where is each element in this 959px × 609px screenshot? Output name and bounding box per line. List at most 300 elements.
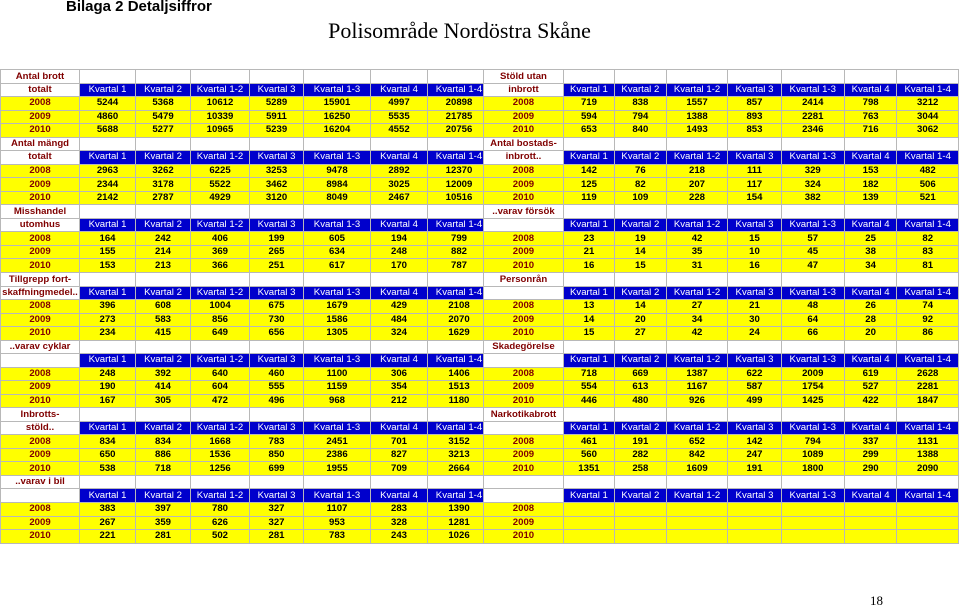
column-header: Kvartal 3 (250, 151, 304, 165)
value-cell: 650 (80, 448, 136, 462)
value-cell: 608 (136, 300, 191, 314)
category-label (484, 475, 564, 489)
value-cell: 827 (371, 448, 428, 462)
value-cell: 5244 (80, 97, 136, 111)
column-header: Kvartal 1 (563, 83, 614, 97)
spacer-cell (728, 340, 781, 354)
value-cell: 605 (304, 232, 371, 246)
spacer-cell (614, 408, 666, 422)
column-header: Kvartal 4 (371, 354, 428, 368)
value-cell: 305 (136, 394, 191, 408)
spacer-cell (428, 137, 491, 151)
column-header: Kvartal 4 (371, 489, 428, 503)
value-cell: 3152 (428, 435, 491, 449)
column-header: Kvartal 1-2 (666, 489, 728, 503)
value-cell: 258 (614, 462, 666, 476)
value-cell: 142 (728, 435, 781, 449)
category-sublabel (484, 489, 564, 503)
column-header: Kvartal 1-3 (304, 218, 371, 232)
table-row (484, 313, 959, 327)
table-row (1, 300, 491, 314)
value-cell: 396 (80, 300, 136, 314)
column-header: Kvartal 1-4 (428, 421, 491, 435)
table-row (484, 448, 959, 462)
value-cell: 66 (781, 327, 844, 341)
value-cell: 669 (614, 367, 666, 381)
value-cell: 9478 (304, 164, 371, 178)
value-cell (666, 516, 728, 530)
value-cell: 153 (844, 164, 897, 178)
spacer-cell (371, 475, 428, 489)
value-cell: 12009 (428, 178, 491, 192)
value-cell: 27 (614, 327, 666, 341)
value-cell: 164 (80, 232, 136, 246)
spacer-cell (781, 408, 844, 422)
spacer-cell (428, 475, 491, 489)
column-header: Kvartal 1-3 (781, 83, 844, 97)
value-cell: 359 (136, 516, 191, 530)
value-cell: 267 (80, 516, 136, 530)
category-sublabel (484, 421, 564, 435)
year-cell: 2008 (484, 367, 564, 381)
column-header: Kvartal 1 (563, 421, 614, 435)
value-cell: 109 (614, 191, 666, 205)
year-cell: 2010 (1, 191, 80, 205)
spacer-cell (897, 408, 959, 422)
table-row (1, 394, 491, 408)
value-cell (781, 530, 844, 544)
spacer-cell (614, 205, 666, 219)
column-header-row (484, 151, 959, 165)
value-cell: 12370 (428, 164, 491, 178)
value-cell: 366 (191, 259, 250, 273)
value-cell: 383 (80, 503, 136, 517)
value-cell: 2142 (80, 191, 136, 205)
block-label-row (484, 475, 959, 489)
value-cell: 5368 (136, 97, 191, 111)
category-sublabel: skaffningmedel.. (2, 286, 78, 298)
year-cell: 2009 (484, 381, 564, 395)
value-cell: 27 (666, 300, 728, 314)
spacer-cell (614, 272, 666, 286)
value-cell: 214 (136, 245, 191, 259)
spacer-cell (136, 340, 191, 354)
value-cell: 719 (563, 97, 614, 111)
value-cell: 853 (728, 124, 781, 138)
spacer-cell (844, 137, 897, 151)
value-cell (844, 516, 897, 530)
value-cell (614, 516, 666, 530)
column-header: Kvartal 3 (250, 286, 304, 300)
table-row (484, 232, 959, 246)
value-cell: 3025 (371, 178, 428, 192)
spacer-cell (614, 70, 666, 84)
column-header: Kvartal 1-2 (191, 83, 250, 97)
column-header: Kvartal 1 (563, 286, 614, 300)
value-cell: 5911 (250, 110, 304, 124)
column-header-row (1, 218, 491, 232)
value-cell: 1089 (781, 448, 844, 462)
value-cell: 716 (844, 124, 897, 138)
value-cell: 484 (371, 313, 428, 327)
category-label: ..varav försök (484, 205, 564, 219)
value-cell: 199 (250, 232, 304, 246)
value-cell: 19 (614, 232, 666, 246)
value-cell: 28 (844, 313, 897, 327)
spacer-cell (191, 475, 250, 489)
column-header: Kvartal 1-4 (897, 151, 959, 165)
column-header: Kvartal 4 (844, 489, 897, 503)
column-header: Kvartal 4 (371, 151, 428, 165)
category-sublabel: utomhus (1, 218, 80, 232)
value-cell (728, 503, 781, 517)
value-cell (563, 530, 614, 544)
value-cell: 1406 (428, 367, 491, 381)
value-cell: 382 (781, 191, 844, 205)
value-cell: 155 (80, 245, 136, 259)
value-cell: 281 (250, 530, 304, 544)
block-label-row (484, 408, 959, 422)
value-cell: 3062 (897, 124, 959, 138)
value-cell: 48 (781, 300, 844, 314)
value-cell: 2344 (80, 178, 136, 192)
value-cell: 20 (844, 327, 897, 341)
value-cell: 2090 (897, 462, 959, 476)
block-label-row (1, 205, 491, 219)
column-header: Kvartal 1-4 (428, 354, 491, 368)
value-cell: 283 (371, 503, 428, 517)
column-header: Kvartal 1-3 (304, 354, 371, 368)
value-cell: 10612 (191, 97, 250, 111)
column-header: Kvartal 2 (614, 489, 666, 503)
year-cell: 2008 (484, 503, 564, 517)
column-header: Kvartal 1-4 (897, 218, 959, 232)
spacer-cell (371, 205, 428, 219)
column-header: Kvartal 1 (563, 354, 614, 368)
value-cell: 2628 (897, 367, 959, 381)
spacer-cell (614, 340, 666, 354)
value-cell: 718 (563, 367, 614, 381)
category-sublabel (1, 489, 80, 503)
year-cell: 2008 (484, 300, 564, 314)
year-cell: 2008 (1, 367, 80, 381)
value-cell: 521 (897, 191, 959, 205)
value-cell: 649 (191, 327, 250, 341)
block-label-row (1, 272, 491, 286)
column-header: Kvartal 2 (136, 421, 191, 435)
table-row (484, 516, 959, 530)
column-header: Kvartal 1 (80, 151, 136, 165)
value-cell: 5688 (80, 124, 136, 138)
table-row (1, 245, 491, 259)
value-cell (781, 516, 844, 530)
column-header: Kvartal 1-3 (781, 354, 844, 368)
spacer-cell (80, 205, 136, 219)
column-header: Kvartal 1-3 (304, 286, 371, 300)
year-cell: 2010 (1, 462, 80, 476)
block-label-row (484, 340, 959, 354)
value-cell (563, 516, 614, 530)
table-row (484, 178, 959, 192)
spacer-cell (80, 70, 136, 84)
value-cell: 14 (614, 300, 666, 314)
left-statistics-table (0, 69, 491, 544)
value-cell: 5239 (250, 124, 304, 138)
table-row (1, 110, 491, 124)
column-header: Kvartal 1-2 (191, 286, 250, 300)
value-cell: 422 (844, 394, 897, 408)
value-cell: 882 (428, 245, 491, 259)
value-cell: 82 (897, 232, 959, 246)
value-cell: 221 (80, 530, 136, 544)
year-cell: 2010 (484, 124, 564, 138)
value-cell: 415 (136, 327, 191, 341)
value-cell: 16 (563, 259, 614, 273)
value-cell: 953 (304, 516, 371, 530)
value-cell: 5522 (191, 178, 250, 192)
value-cell: 324 (371, 327, 428, 341)
value-cell: 42 (666, 232, 728, 246)
value-cell: 111 (728, 164, 781, 178)
year-cell: 2010 (1, 530, 80, 544)
spacer-cell (136, 272, 191, 286)
value-cell: 327 (250, 516, 304, 530)
value-cell: 3044 (897, 110, 959, 124)
year-cell: 2008 (484, 435, 564, 449)
value-cell: 499 (728, 394, 781, 408)
value-cell (563, 503, 614, 517)
value-cell: 675 (250, 300, 304, 314)
value-cell: 25 (844, 232, 897, 246)
spacer-cell (666, 70, 728, 84)
value-cell: 1004 (191, 300, 250, 314)
value-cell: 15 (563, 327, 614, 341)
spacer-cell (304, 408, 371, 422)
appendix-heading: Bilaga 2 Detaljsiffror (66, 0, 212, 15)
table-row (1, 435, 491, 449)
value-cell: 125 (563, 178, 614, 192)
year-cell: 2008 (1, 97, 80, 111)
value-cell: 1536 (191, 448, 250, 462)
value-cell (666, 530, 728, 544)
value-cell (614, 530, 666, 544)
category-sublabel (1, 354, 80, 368)
spacer-cell (666, 205, 728, 219)
value-cell: 1026 (428, 530, 491, 544)
category-sublabel: inbrott (484, 83, 564, 97)
column-header: Kvartal 1-4 (897, 286, 959, 300)
column-header: Kvartal 1-3 (304, 421, 371, 435)
spacer-cell (304, 475, 371, 489)
year-cell: 2009 (1, 381, 80, 395)
column-header: Kvartal 1-3 (781, 286, 844, 300)
value-cell: 1493 (666, 124, 728, 138)
value-cell: 5289 (250, 97, 304, 111)
spacer-cell (897, 137, 959, 151)
value-cell: 2386 (304, 448, 371, 462)
value-cell: 527 (844, 381, 897, 395)
table-row (1, 313, 491, 327)
value-cell: 20756 (428, 124, 491, 138)
value-cell: 2892 (371, 164, 428, 178)
value-cell: 555 (250, 381, 304, 395)
value-cell: 840 (614, 124, 666, 138)
value-cell: 429 (371, 300, 428, 314)
value-cell: 617 (304, 259, 371, 273)
category-sublabel: totalt (1, 83, 80, 97)
value-cell: 2664 (428, 462, 491, 476)
value-cell: 1180 (428, 394, 491, 408)
column-header: Kvartal 3 (250, 421, 304, 435)
value-cell: 622 (728, 367, 781, 381)
value-cell: 1100 (304, 367, 371, 381)
value-cell: 234 (80, 327, 136, 341)
category-label: Personrån (484, 272, 564, 286)
value-cell: 1586 (304, 313, 371, 327)
column-header: Kvartal 1-2 (191, 421, 250, 435)
value-cell: 857 (728, 97, 781, 111)
value-cell: 248 (80, 367, 136, 381)
value-cell: 496 (250, 394, 304, 408)
value-cell: 16204 (304, 124, 371, 138)
column-header: Kvartal 1-4 (428, 218, 491, 232)
value-cell: 4860 (80, 110, 136, 124)
value-cell: 265 (250, 245, 304, 259)
value-cell: 273 (80, 313, 136, 327)
spacer-cell (781, 340, 844, 354)
value-cell: 2281 (781, 110, 844, 124)
column-header: Kvartal 1-4 (428, 489, 491, 503)
spacer-cell (844, 340, 897, 354)
value-cell: 1167 (666, 381, 728, 395)
spacer-cell (563, 408, 614, 422)
table-row (1, 232, 491, 246)
spacer-cell (80, 340, 136, 354)
column-header: Kvartal 1-4 (897, 489, 959, 503)
spacer-cell (666, 137, 728, 151)
column-header-row (484, 354, 959, 368)
column-header: Kvartal 1-2 (666, 83, 728, 97)
value-cell: 783 (304, 530, 371, 544)
table-row (484, 530, 959, 544)
spacer-cell (371, 408, 428, 422)
value-cell: 119 (563, 191, 614, 205)
value-cell: 783 (250, 435, 304, 449)
value-cell: 42 (666, 327, 728, 341)
spacer-cell (304, 272, 371, 286)
spacer-cell (191, 272, 250, 286)
spacer-cell (191, 70, 250, 84)
value-cell: 247 (728, 448, 781, 462)
value-cell: 35 (666, 245, 728, 259)
column-header: Kvartal 4 (844, 83, 897, 97)
block-label-row (1, 70, 491, 84)
value-cell: 656 (250, 327, 304, 341)
column-header: Kvartal 1-3 (304, 151, 371, 165)
table-row (1, 327, 491, 341)
table-row (484, 503, 959, 517)
column-header: Kvartal 1-2 (666, 151, 728, 165)
column-header: Kvartal 3 (728, 151, 781, 165)
value-cell: 1388 (666, 110, 728, 124)
value-cell: 14 (563, 313, 614, 327)
spacer-cell (897, 272, 959, 286)
column-header: Kvartal 1 (563, 489, 614, 503)
value-cell: 653 (563, 124, 614, 138)
spacer-cell (250, 475, 304, 489)
value-cell: 1131 (897, 435, 959, 449)
year-cell: 2009 (1, 313, 80, 327)
year-cell: 2009 (484, 448, 564, 462)
value-cell: 472 (191, 394, 250, 408)
column-header: Kvartal 4 (844, 421, 897, 435)
value-cell: 329 (781, 164, 844, 178)
value-cell: 5479 (136, 110, 191, 124)
table-row (484, 300, 959, 314)
column-header: Kvartal 1-4 (897, 354, 959, 368)
value-cell (844, 503, 897, 517)
year-cell: 2008 (1, 503, 80, 517)
column-header: Kvartal 1-3 (781, 421, 844, 435)
table-row (484, 327, 959, 341)
spacer-cell (80, 272, 136, 286)
value-cell: 834 (136, 435, 191, 449)
column-header: Kvartal 1 (563, 218, 614, 232)
table-row (1, 503, 491, 517)
spacer-cell (80, 137, 136, 151)
value-cell: 2451 (304, 435, 371, 449)
year-cell: 2008 (1, 164, 80, 178)
block-label-row (1, 408, 491, 422)
column-header: Kvartal 3 (728, 83, 781, 97)
value-cell: 560 (563, 448, 614, 462)
spacer-cell (666, 408, 728, 422)
column-header: Kvartal 3 (728, 354, 781, 368)
value-cell: 328 (371, 516, 428, 530)
category-label: Tillgrepp fort- (1, 272, 80, 286)
value-cell: 10 (728, 245, 781, 259)
spacer-cell (191, 205, 250, 219)
spacer-cell (897, 70, 959, 84)
spacer-cell (563, 475, 614, 489)
column-header: Kvartal 3 (728, 421, 781, 435)
value-cell: 461 (563, 435, 614, 449)
table-row (484, 245, 959, 259)
table-row (1, 367, 491, 381)
value-cell: 794 (781, 435, 844, 449)
value-cell: 15 (614, 259, 666, 273)
column-header: Kvartal 1 (80, 218, 136, 232)
value-cell: 3253 (250, 164, 304, 178)
column-header-row (484, 489, 959, 503)
value-cell: 1351 (563, 462, 614, 476)
value-cell: 207 (666, 178, 728, 192)
column-header: Kvartal 1-4 (428, 83, 491, 97)
spacer-cell (728, 475, 781, 489)
column-header-row (1, 354, 491, 368)
spacer-cell (844, 408, 897, 422)
value-cell: 2467 (371, 191, 428, 205)
column-header-row (484, 286, 959, 300)
table-row (1, 448, 491, 462)
value-cell: 787 (428, 259, 491, 273)
value-cell: 1754 (781, 381, 844, 395)
spacer-cell (781, 70, 844, 84)
category-label: Inbrotts- (1, 408, 80, 422)
value-cell: 1281 (428, 516, 491, 530)
spacer-cell (80, 408, 136, 422)
year-cell: 2010 (1, 124, 80, 138)
